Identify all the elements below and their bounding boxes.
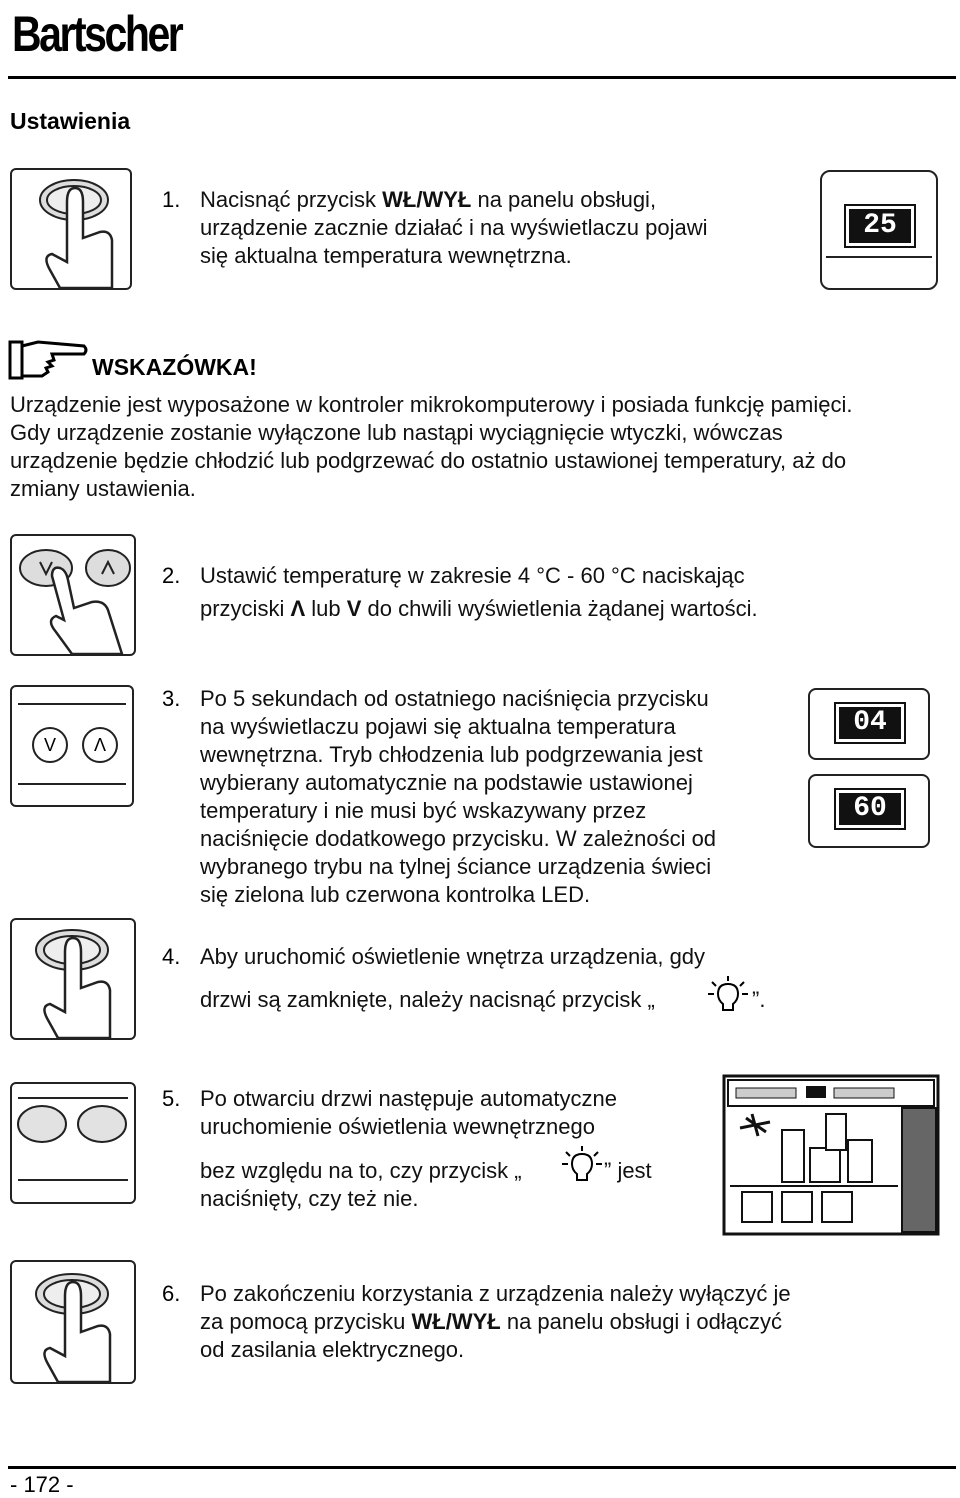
- step2-text-b: lub: [305, 596, 347, 621]
- page-number: - 172 -: [10, 1472, 74, 1497]
- step5-line2: uruchomienie oświetlenia wewnętrznego: [200, 1114, 596, 1139]
- brand-logo: [12, 4, 218, 64]
- light-button-illustration: [10, 918, 136, 1040]
- step2-line2: [200, 595, 758, 623]
- step5-line4: naciśnięty, czy też nie.: [200, 1186, 419, 1211]
- step2-text-c: do chwili wyświetlenia żądanej wartości.: [361, 596, 758, 621]
- power-button-illustration: [10, 168, 132, 290]
- hint-line: zmiany ustawienia.: [10, 476, 196, 501]
- press-hand-icon: [12, 536, 134, 654]
- display-panel-high: [808, 774, 930, 848]
- step4-text-a: drzwi są zamknięte, należy nacisnąć przycisk „: [200, 987, 655, 1012]
- pointing-hand-icon: [8, 338, 90, 382]
- section-title: Ustawienia: [10, 108, 131, 134]
- step1-number: 1.: [162, 187, 181, 212]
- down-button: V: [32, 727, 68, 763]
- step4-line1: Aby uruchomić oświetlenie wnętrza urządzenia, gdy: [200, 944, 706, 969]
- step6-line3: od zasilania elektrycznego.: [200, 1337, 465, 1362]
- buttons-icon: [12, 1084, 134, 1202]
- display-panel: [820, 170, 938, 290]
- step2-number: 2.: [162, 563, 181, 588]
- panel-divider: [18, 783, 126, 785]
- step3-line: na wyświetlaczu pojawi się aktualna temperatura: [200, 714, 676, 739]
- light-bulb-icon: [560, 1146, 604, 1186]
- step6-number: 6.: [162, 1281, 181, 1306]
- power-button-label: WŁ/WYŁ: [411, 1309, 501, 1334]
- up-down-buttons-illustration: [10, 534, 136, 656]
- step3-line: wewnętrzna. Tryb chłodzenia lub podgrzewania jest: [200, 742, 703, 767]
- step3-line: się zielona lub czerwona kontrolka LED.: [200, 882, 591, 907]
- press-hand-icon: [12, 920, 134, 1038]
- power-button-illustration: [10, 1260, 136, 1384]
- buttons-illustration: [10, 1082, 136, 1204]
- step6-text-a: za pomocą przycisku: [200, 1309, 412, 1334]
- step4-text-b: ”.: [752, 987, 766, 1012]
- footer-divider: [8, 1466, 956, 1469]
- step1-line3: się aktualna temperatura wewnętrzna.: [200, 243, 572, 268]
- temperature-display: 25: [846, 206, 914, 246]
- step5-line1: Po otwarciu drzwi następuje automatyczne: [200, 1086, 617, 1111]
- step2-line1: Ustawić temperaturę w zakresie 4 °C - 60 °C naciskając: [200, 563, 745, 588]
- step5-text-a: bez względu na to, czy przycisk „: [200, 1158, 522, 1183]
- down-symbol: V: [346, 596, 362, 621]
- step4-number: 4.: [162, 944, 181, 969]
- step3-line: wybranego trybu na tylnej ściance urządzenia świeci: [200, 854, 712, 879]
- step2-text-a: przyciski: [200, 596, 291, 621]
- step5-number: 5.: [162, 1086, 181, 1111]
- press-hand-icon: [12, 170, 130, 288]
- light-bulb-icon: [706, 976, 750, 1016]
- control-panel-illustration: [10, 685, 134, 807]
- power-button-label: WŁ/WYŁ: [382, 187, 472, 212]
- step5-line3: [200, 1157, 522, 1185]
- temperature-display-high: 60: [836, 790, 904, 828]
- brand-name: Bartscher: [12, 6, 182, 62]
- step5-text-b: ” jest: [604, 1158, 652, 1183]
- step4-line2: [200, 986, 655, 1014]
- step6-line1: Po zakończeniu korzystania z urządzenia należy wyłączyć je: [200, 1281, 791, 1306]
- up-button: Λ: [82, 727, 118, 763]
- panel-divider: [18, 703, 126, 705]
- step1-text-a: Nacisnąć przycisk: [200, 187, 383, 212]
- display-panel-low: [808, 688, 930, 760]
- temperature-display-low: 04: [836, 704, 904, 742]
- hint-line: urządzenie będzie chłodzić lub podgrzewać do ostatnio ustawionej temperatury, aż do: [10, 448, 847, 473]
- step1-line2: urządzenie zacznie działać i na wyświetlaczu pojawi: [200, 215, 708, 240]
- step3-number: 3.: [162, 686, 181, 711]
- hint-line: Gdy urządzenie zostanie wyłączone lub nastąpi wyciągnięcie wtyczki, wówczas: [10, 420, 783, 445]
- step6-text-c: na panelu obsługi i odłączyć: [500, 1309, 783, 1334]
- up-symbol: Λ: [290, 596, 306, 621]
- hint-line: Urządzenie jest wyposażone w kontroler mikrokomputerowy i posiada funkcję pamięci.: [10, 392, 853, 417]
- step1-line1: [200, 186, 656, 214]
- step3-line: naciśnięcie dodatkowego przycisku. W zależności od: [200, 826, 717, 851]
- step3-line: wybierany automatycznie na podstawie ustawionej: [200, 770, 693, 795]
- step3-line: temperatury i nie musi być wskazywany przez: [200, 798, 647, 823]
- step3-line: Po 5 sekundach od ostatniego naciśnięcia przycisku: [200, 686, 709, 711]
- hint-title: WSKAZÓWKA!: [92, 354, 257, 380]
- header-divider: [8, 76, 956, 79]
- step6-line2: [200, 1308, 782, 1336]
- panel-divider: [826, 256, 932, 258]
- fridge-illustration: [722, 1074, 940, 1236]
- press-hand-icon: [12, 1262, 134, 1382]
- step1-text-c: na panelu obsługi,: [471, 187, 657, 212]
